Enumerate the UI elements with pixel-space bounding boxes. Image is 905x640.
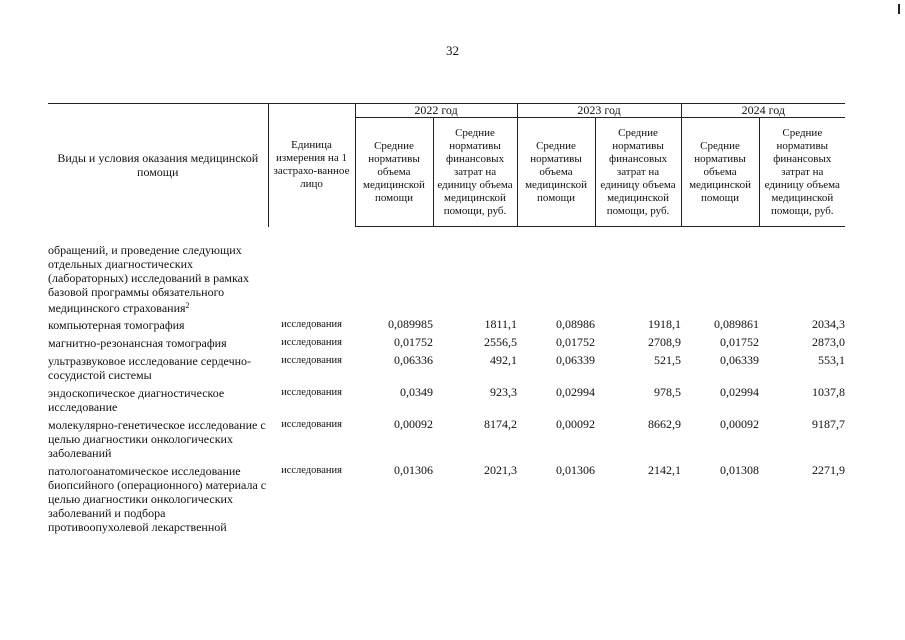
row-cost-2022: 2021,3 [484,462,518,477]
header-volume-2024: Средние нормативы объема медицинской помощи [681,118,759,227]
row-cost-2023: 8662,9 [648,416,682,431]
header-volume-2022: Средние нормативы объема медицинской помощи [355,118,433,227]
row-cost-2023: 2708,9 [648,334,682,349]
edge-mark [898,4,900,14]
row-name: магнитно-резонансная томография [48,335,227,350]
page-number: 32 [446,43,459,58]
row-volume-2024: 0,01752 [720,334,760,349]
row-unit: исследования [281,318,342,330]
row-volume-2023: 0,06339 [556,352,596,367]
intro-text-cell [48,227,268,318]
header-volume-2023: Средние нормативы объема медицинской помощи [517,118,595,227]
row-cost-2022: 492,1 [490,352,518,367]
header-year-2022: 2022 год [355,104,517,118]
table-row [48,318,845,336]
row-volume-2023: 0,01752 [556,334,596,349]
row-volume-2022: 0,0349 [400,384,433,399]
intro-footnote: 2 [185,300,190,310]
row-volume-2024: 0,06339 [720,352,760,367]
row-volume-2023: 0,08986 [556,316,596,331]
header-cost-2023: Средние нормативы финансовых затрат на единицу объема медицинской помощи, руб. [595,118,681,227]
row-cost-2024: 9187,7 [812,416,846,431]
row-volume-2024: 0,02994 [720,384,760,399]
row-cost-2023: 521,5 [654,352,682,367]
row-cost-2024: 2873,0 [812,334,846,349]
row-name: молекулярно-генетическое исследование с целью диагностики онкологических заболеваний [48,417,266,460]
row-volume-2022: 0,01306 [394,462,433,477]
row-cost-2022: 923,3 [490,384,518,399]
row-cost-2023: 2142,1 [648,462,682,477]
row-volume-2024: 0,00092 [720,416,760,431]
row-name: компьютерная томография [48,317,185,332]
row-cost-2024: 2034,3 [812,316,846,331]
table-row [48,354,845,386]
row-unit: исследования [281,418,342,430]
row-name: эндоскопическое диагностическое исследование [48,385,225,414]
row-volume-2023: 0,01306 [556,462,596,477]
row-cost-2022: 1811,1 [484,316,518,331]
intro-row [48,227,845,318]
row-volume-2022: 0,06336 [394,352,433,367]
header-kind-of-care: Виды и условия оказания медицинской помощи [48,104,268,227]
row-cost-2022: 8174,2 [484,416,518,431]
header-cost-2022: Средние нормативы финансовых затрат на единицу объема медицинской помощи, руб. [433,118,517,227]
row-cost-2024: 2271,9 [812,462,846,477]
row-volume-2022: 0,00092 [394,416,433,431]
table-row [48,464,845,538]
intro-text: обращений, и проведение следующих отдельных диагностических (лабораторных) исследований в рамках базовой программы обязательного медицинского страхования [48,242,249,315]
row-unit: исследования [281,336,342,348]
header-row-years [48,104,845,118]
row-unit: исследования [281,386,342,398]
row-unit: исследования [281,354,342,366]
row-cost-2023: 1918,1 [648,316,682,331]
row-cost-2024: 1037,8 [812,384,846,399]
table-row [48,336,845,354]
row-volume-2022: 0,089985 [388,316,433,331]
table-row [48,418,845,464]
header-cost-2024: Средние нормативы финансовых затрат на единицу объема медицинской помощи, руб. [759,118,845,227]
row-name: ультразвуковое исследование сердечно-сосудистой системы [48,353,252,382]
header-unit: Единица измерения на 1 застрахо-ванное лицо [268,104,355,227]
row-unit: исследования [281,464,342,476]
row-volume-2023: 0,02994 [556,384,596,399]
row-volume-2023: 0,00092 [556,416,596,431]
row-volume-2024: 0,01308 [720,462,760,477]
norms-table [48,103,845,538]
table-row [48,386,845,418]
header-year-2024: 2024 год [681,104,845,118]
row-cost-2023: 978,5 [654,384,682,399]
row-name: патологоанатомическое исследование биопсийного (операционного) материала с целью диагностики онкологических заболеваний и подбора противоопухолевой лекарственной [48,463,267,534]
header-year-2023: 2023 год [517,104,681,118]
row-volume-2024: 0,089861 [714,316,760,331]
row-cost-2024: 553,1 [818,352,846,367]
row-cost-2022: 2556,5 [484,334,518,349]
row-volume-2022: 0,01752 [394,334,433,349]
